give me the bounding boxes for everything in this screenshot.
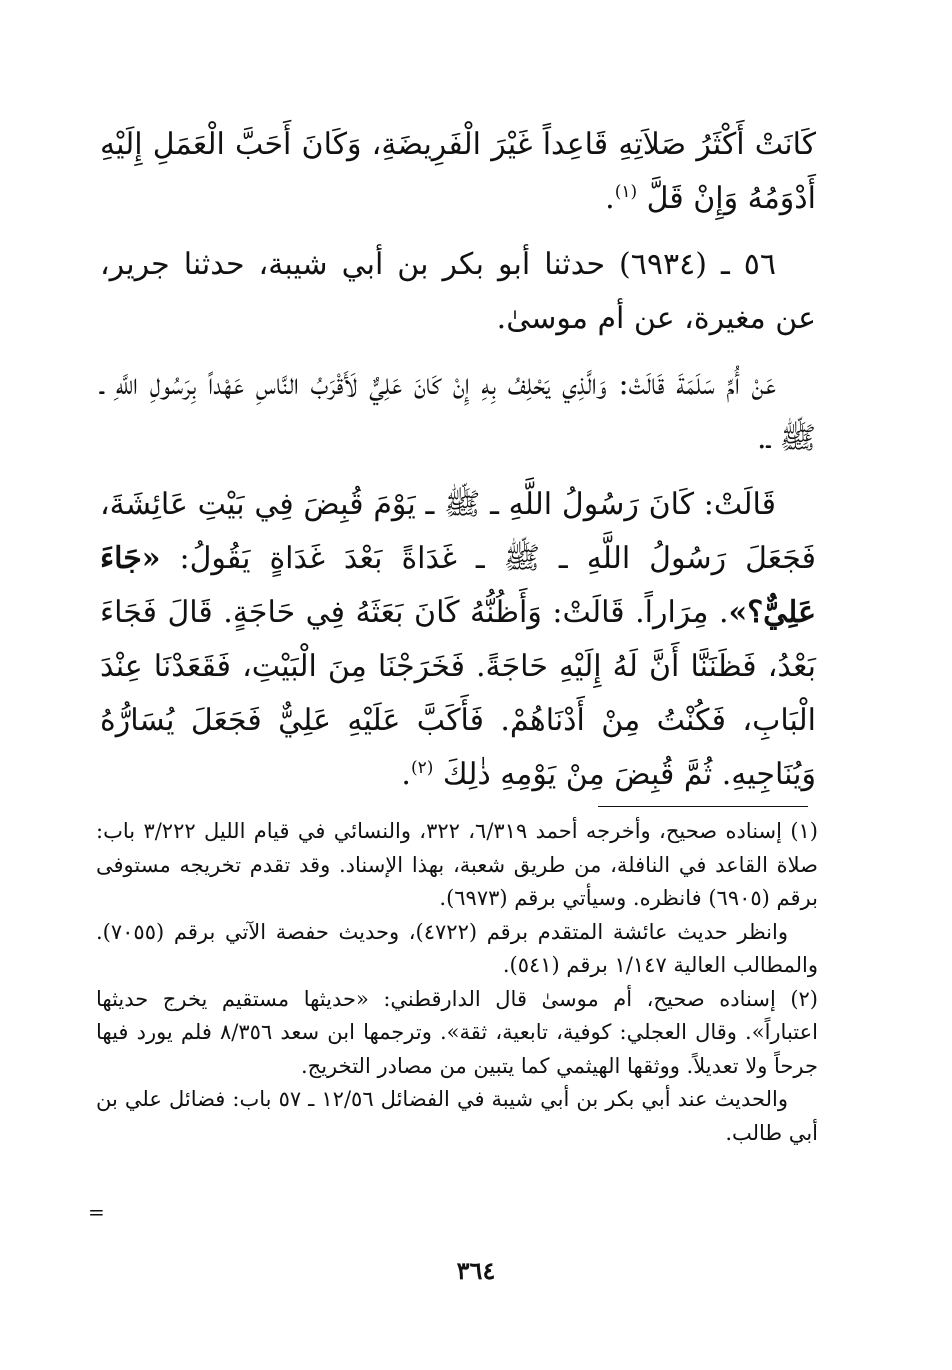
footnote-ref-1: (١) xyxy=(614,182,638,202)
footnote-ref-2: (٢) xyxy=(410,758,434,778)
main-text xyxy=(100,118,816,814)
footnote-1-continued: وانظر حديث عائشة المتقدم برقم (٤٧٢٢)، وحديث حفصة الآتي برقم (٧٠٥٥). والمطالب العالية ١/١٤٧ برقم (٥٤١). xyxy=(96,919,818,977)
footnotes xyxy=(96,815,818,1150)
hadith-narration: قَالَتْ: كَانَ رَسُولُ اللَّهِ ـ ﷺ ـ يَوْمَ قُبِضَ فِي بَيْتِ عَائِشَةَ، فَجَعَلَ رَسُولُ اللَّهِ ـ ﷺ ـ غَدَاةً بَعْدَ غَدَاةٍ يَقُولُ: «جَاءَ عَلِيٌّ؟». مِرَاراً. قَالَتْ: وَأَظُنُّهُ كَانَ بَعَثَهُ فِي حَاجَةٍ. قَالَ فَجَاءَ بَعْدُ، فَظَنَنَّا أَنَّ لَهُ إِلَيْهِ حَاجَةً. فَخَرَجْنَا مِنَ الْبَيْتِ، فَقَعَدْنَا عِنْدَ الْبَابِ، فَكُنْتُ مِنْ أَدْنَاهُمْ. فَأَكَبَّ عَلَيْهِ عَلِيٌّ فَجَعَلَ يُسَارُّهُ وَيُنَاجِيهِ. ثُمَّ قُبِضَ مِنْ يَوْمِهِ ذٰلِكَ $^{(٢)}$. xyxy=(100,487,816,792)
hadith-isnad: ٥٦ ـ (٦٩٣٤) حدثنا أبو بكر بن أبي شيبة، حدثنا جرير، عن مغيرة، عن أم موسىٰ. xyxy=(100,247,816,336)
quoted-saying: «جَاءَ عَلِيٌّ؟» xyxy=(100,541,816,630)
footnote-2-continued: والحديث عند أبي بكر بن أبي شيبة في الفضائل ١٢/٥٦ ـ ٥٧ باب: فضائل علي بن أبي طالب. xyxy=(96,1087,818,1145)
footnote-separator xyxy=(598,806,808,807)
hadith-matn: عَنْ أُمِّ سَلَمَةَ قَالَتْ: وَالَّذِي يَحْلِفُ بِهِ إِنْ كَانَ عَلِيٌّ لَأَقْرَبُ النَّاسِ عَهْداً بِرَسُولِ اللَّهِ ـ ﷺ ـ. xyxy=(100,367,816,456)
footnote-2: (٢) إسناده صحيح، أم موسىٰ قال الدارقطني: «حديثها مستقيم يخرج حديثها اعتباراً». وقال العجلي: كوفية، تابعية، ثقة». وترجمها ابن سعد ٨/٣٥٦ فلم يورد فيها جرحاً ولا تعديلاً. ووثقها الهيثمي كما يتبين من مصادر التخريج. xyxy=(96,986,818,1078)
margin-mark: = xyxy=(88,1200,105,1224)
hadith-text-continued: كَانَتْ أَكْثَرُ صَلاَتِهِ قَاعِداً غَيْرَ الْفَرِيضَةِ، وَكَانَ أَحَبَّ الْعَمَلِ إِلَيْهِ أَدْوَمُهُ وَإِنْ قَلَّ $^{(١)}$. xyxy=(100,127,816,216)
footnote-1: (١) إسناده صحيح، وأخرجه أحمد ٦/٣١٩، ٣٢٢، والنسائي في قيام الليل ٣/٢٢٢ باب: صلاة القاعد في النافلة، من طريق شعبة، بهذا الإسناد. وقد تقدم تخريجه مستوفى برقم (٦٩٠٥) فانظره. وسيأتي برقم (٦٩٧٣). xyxy=(96,819,818,910)
page-number: ٣٦٤ xyxy=(456,1256,496,1285)
